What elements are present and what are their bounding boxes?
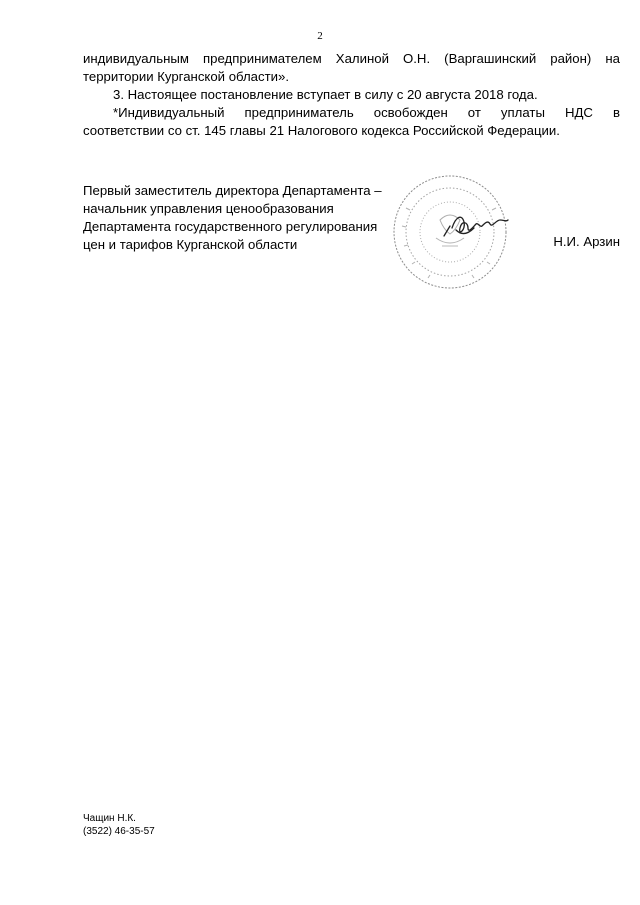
paragraph-line: территории Курганской области». [83, 69, 290, 84]
footnote-line: соответствии со ст. 145 главы 21 Налогового кодекса Российской Федерации. [83, 123, 560, 138]
clause-3-text: 3. Настоящее постановление вступает в силу с 20 августа 2018 года. [113, 87, 538, 102]
paragraph-continuation [83, 50, 620, 86]
signatory-title-line: Первый заместитель директора Департамента – [83, 183, 382, 198]
signatory-title [83, 182, 620, 254]
executor-name: Чащин Н.К. [83, 813, 136, 824]
footnote-line: *Индивидуальный предприниматель освобожден от уплаты НДС в [113, 105, 620, 120]
executor-phone: (3522) 46-35-57 [83, 826, 155, 837]
executor-info [83, 812, 155, 838]
signatory-title-line: цен и тарифов Курганской области [83, 237, 298, 252]
signatory-title-line: начальник управления ценообразования [83, 201, 334, 216]
signatory-name: Н.И. Арзин [553, 234, 620, 249]
vat-footnote [83, 104, 620, 140]
clause-3 [83, 86, 620, 104]
signature-scribble [444, 217, 508, 236]
official-seal-stamp [390, 168, 530, 296]
paragraph-line: индивидуальным предпринимателем Халиной О.Н. (Варгашинский район) на [83, 51, 620, 66]
page-number: 2 [317, 30, 323, 42]
signatory-title-line: Департамента государственного регулирования [83, 219, 378, 234]
